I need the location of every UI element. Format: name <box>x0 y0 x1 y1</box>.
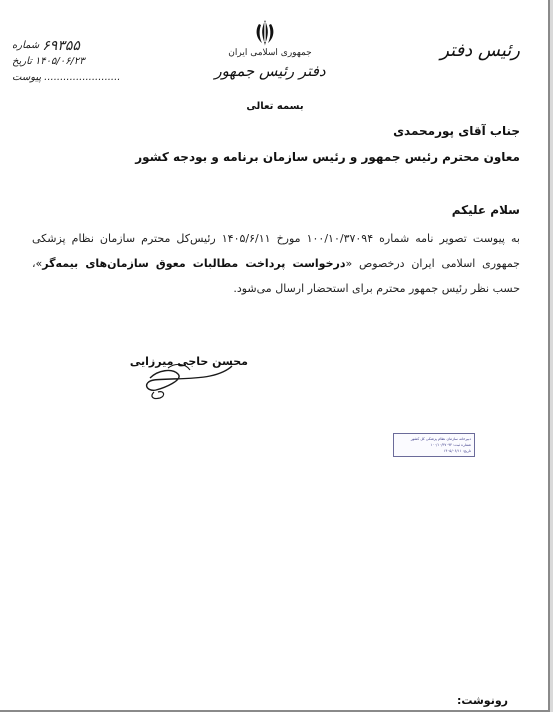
date-label: تاریخ <box>12 56 32 67</box>
number-row <box>12 38 122 54</box>
date-value: ۱۴۰۵/۰۶/۲۳ <box>34 56 85 67</box>
addressee-title: معاون محترم رئیس جمهور و رئیس سازمان برنامه و بودجه کشور <box>135 150 520 164</box>
body-part-2: »، حسب نظر رئیس جمهور محترم برای استحضار ارسال می‌شود. <box>32 257 520 295</box>
stamp-line-1: دبیرخانه سازمان نظام پزشکی کل کشور <box>410 437 471 441</box>
handwritten-signature <box>120 340 260 410</box>
letter-body <box>32 226 520 301</box>
stamp-line-2: شماره ثبت: ۱۰۰/۱۰/۳۷۰۹۴ <box>430 443 471 447</box>
org-name: جمهوری اسلامی ایران <box>228 48 312 58</box>
date-row <box>12 54 122 70</box>
basmala: بسمه تعالی <box>246 101 304 112</box>
attachment-row <box>12 70 122 86</box>
greeting: سلام علیکم <box>451 203 520 217</box>
number-label: شماره <box>12 40 40 51</box>
cc-label: رونوشت: <box>456 694 508 707</box>
body-subject: درخواست پرداخت مطالبات معوق سازمان‌های بیمه‌گر <box>42 257 346 270</box>
addressee-name: جناب آقای پورمحمدی <box>393 124 520 138</box>
office-name: دفتر رئیس جمهور <box>214 62 326 80</box>
attachment-label: پیوست <box>12 72 42 83</box>
registry-stamp <box>393 433 475 457</box>
iran-emblem-icon <box>252 18 278 48</box>
signer-name: محسن حاجی میرزایی <box>129 355 248 368</box>
number-value: ۶۹۳۵۵ <box>42 38 80 54</box>
attachment-value: ........................ <box>44 72 121 83</box>
stamp-line-3: تاریخ: ۱۴۰۵/۰۶/۱۱ <box>443 449 471 453</box>
office-head-title: رئیس دفتر <box>440 40 520 61</box>
body-part-1: به پیوست تصویر نامه شماره ۱۰۰/۱۰/۳۷۰۹۴ مورخ ۱۴۰۵/۶/۱۱ رئیس‌کل محترم سازمان نظام پزشکی جمهوری اسلامی ایران درخصوص « <box>32 232 520 270</box>
letter-meta <box>12 38 122 86</box>
